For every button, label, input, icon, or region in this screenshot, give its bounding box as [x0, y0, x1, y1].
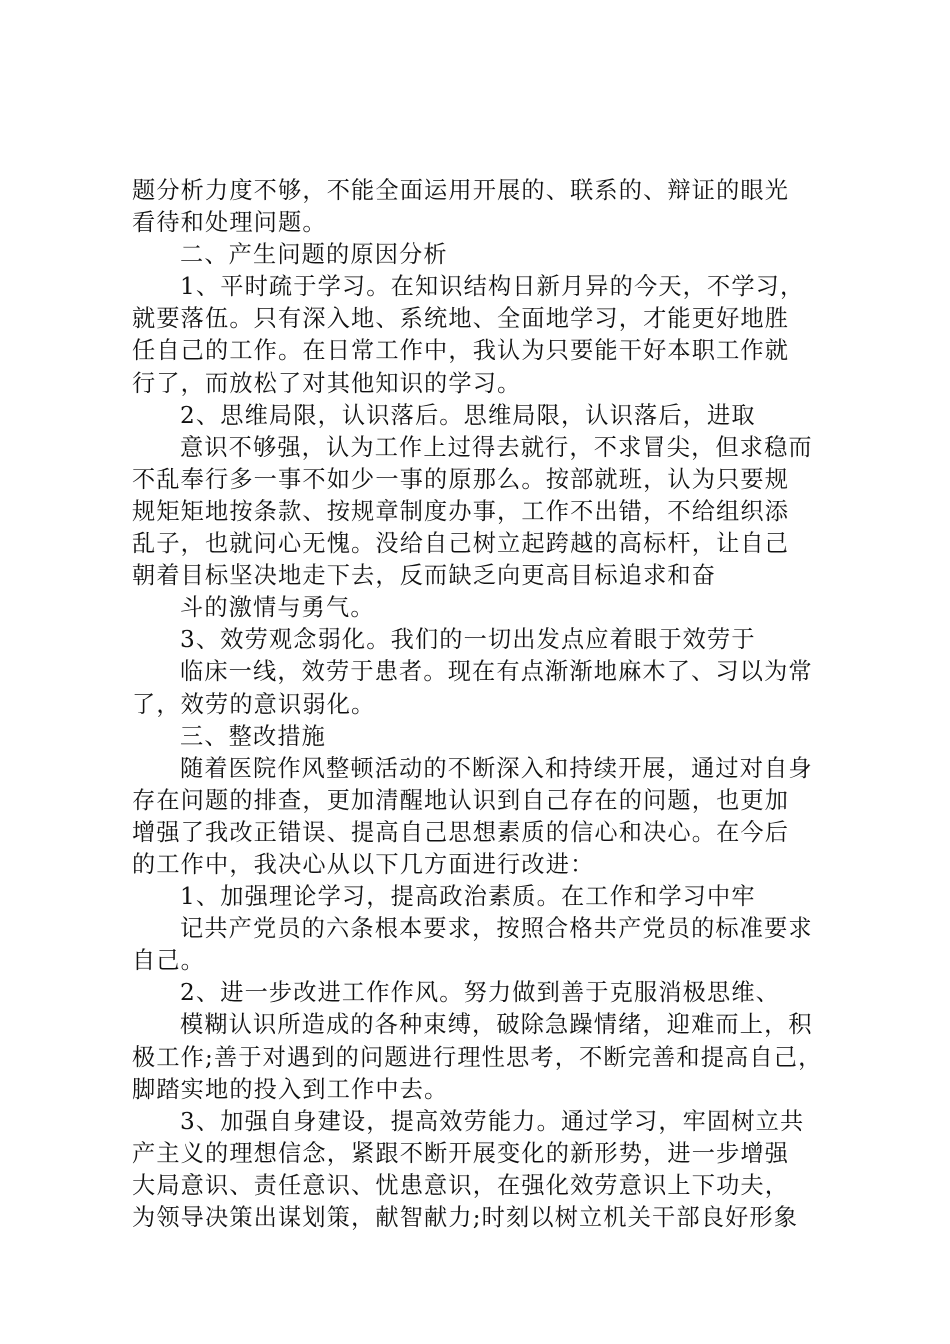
text-line: 不乱奉行多一事不如少一事的原那么。按部就班，认为只要规 — [132, 465, 790, 493]
text-line: 2、思维局限，认识落后。思维局限，认识落后，进取 — [180, 401, 756, 429]
text-line: 三、整改措施 — [180, 722, 327, 750]
text-line: 意识不够强，认为工作上过得去就行，不求冒尖，但求稳而 — [180, 433, 813, 461]
text-line: 脚踏实地的投入到工作中去。 — [132, 1075, 449, 1103]
text-line: 看待和处理问题。 — [132, 209, 327, 237]
document-body — [132, 175, 852, 1234]
text-line: 临床一线，效劳于患者。现在有点渐渐地麻木了、习以为常 — [180, 658, 813, 686]
text-line: 大局意识、责任意识、忧患意识，在强化效劳意识上下功夫， — [132, 1171, 790, 1199]
text-line: 随着医院作风整顿活动的不断深入和持续开展，通过对自身 — [180, 754, 813, 782]
text-line: 1、加强理论学习，提高政治素质。在工作和学习中牢 — [180, 883, 756, 911]
text-line: 产主义的理想信念，紧跟不断开展变化的新形势，进一步增强 — [132, 1139, 790, 1167]
text-line: 规矩矩地按条款、按规章制度办事，工作不出错，不给组织添 — [132, 497, 790, 525]
text-line: 2、进一步改进工作作风。努力做到善于克服消极思维、 — [180, 979, 780, 1007]
text-line: 3、加强自身建设，提高效劳能力。通过学习，牢固树立共 — [180, 1107, 805, 1135]
text-line: 自己。 — [132, 947, 206, 975]
text-line: 二、产生问题的原因分析 — [180, 241, 448, 269]
text-line: 模糊认识所造成的各种束缚，破除急躁情绪，迎难而上，积 — [180, 1011, 813, 1039]
text-line: 斗的激情与勇气。 — [180, 594, 375, 622]
text-line: 增强了我改正错误、提高自己思想素质的信心和决心。在今后 — [132, 818, 790, 846]
text-line: 记共产党员的六条根本要求，按照合格共产党员的标准要求 — [180, 915, 813, 943]
text-line: 就要落伍。只有深入地、系统地、全面地学习，才能更好地胜 — [132, 305, 790, 333]
text-line: 1、平时疏于学习。在知识结构日新月异的今天，不学习， — [180, 273, 805, 301]
text-line: 乱子，也就问心无愧。没给自己树立起跨越的高标杆，让自己 — [132, 530, 790, 558]
text-line: 行了，而放松了对其他知识的学习。 — [132, 369, 522, 397]
text-line: 任自己的工作。在日常工作中，我认为只要能干好本职工作就 — [132, 337, 790, 365]
text-line: 题分析力度不够，不能全面运用开展的、联系的、辩证的眼光 — [132, 177, 790, 204]
text-line: 为领导决策出谋划策，献智献力;时刻以树立机关干部良好形象 — [132, 1204, 799, 1231]
text-line: 3、效劳观念弱化。我们的一切出发点应着眼于效劳于 — [180, 626, 756, 654]
text-line: 存在问题的排查，更加清醒地认识到自己存在的问题，也更加 — [132, 786, 790, 814]
text-line: 极工作;善于对遇到的问题进行理性思考，不断完善和提高自己， — [132, 1043, 823, 1071]
text-line: 的工作中，我决心从以下几方面进行改进： — [132, 850, 595, 878]
text-line: 朝着目标坚决地走下去，反而缺乏向更高目标追求和奋 — [132, 562, 717, 590]
text-line: 了，效劳的意识弱化。 — [132, 690, 376, 718]
